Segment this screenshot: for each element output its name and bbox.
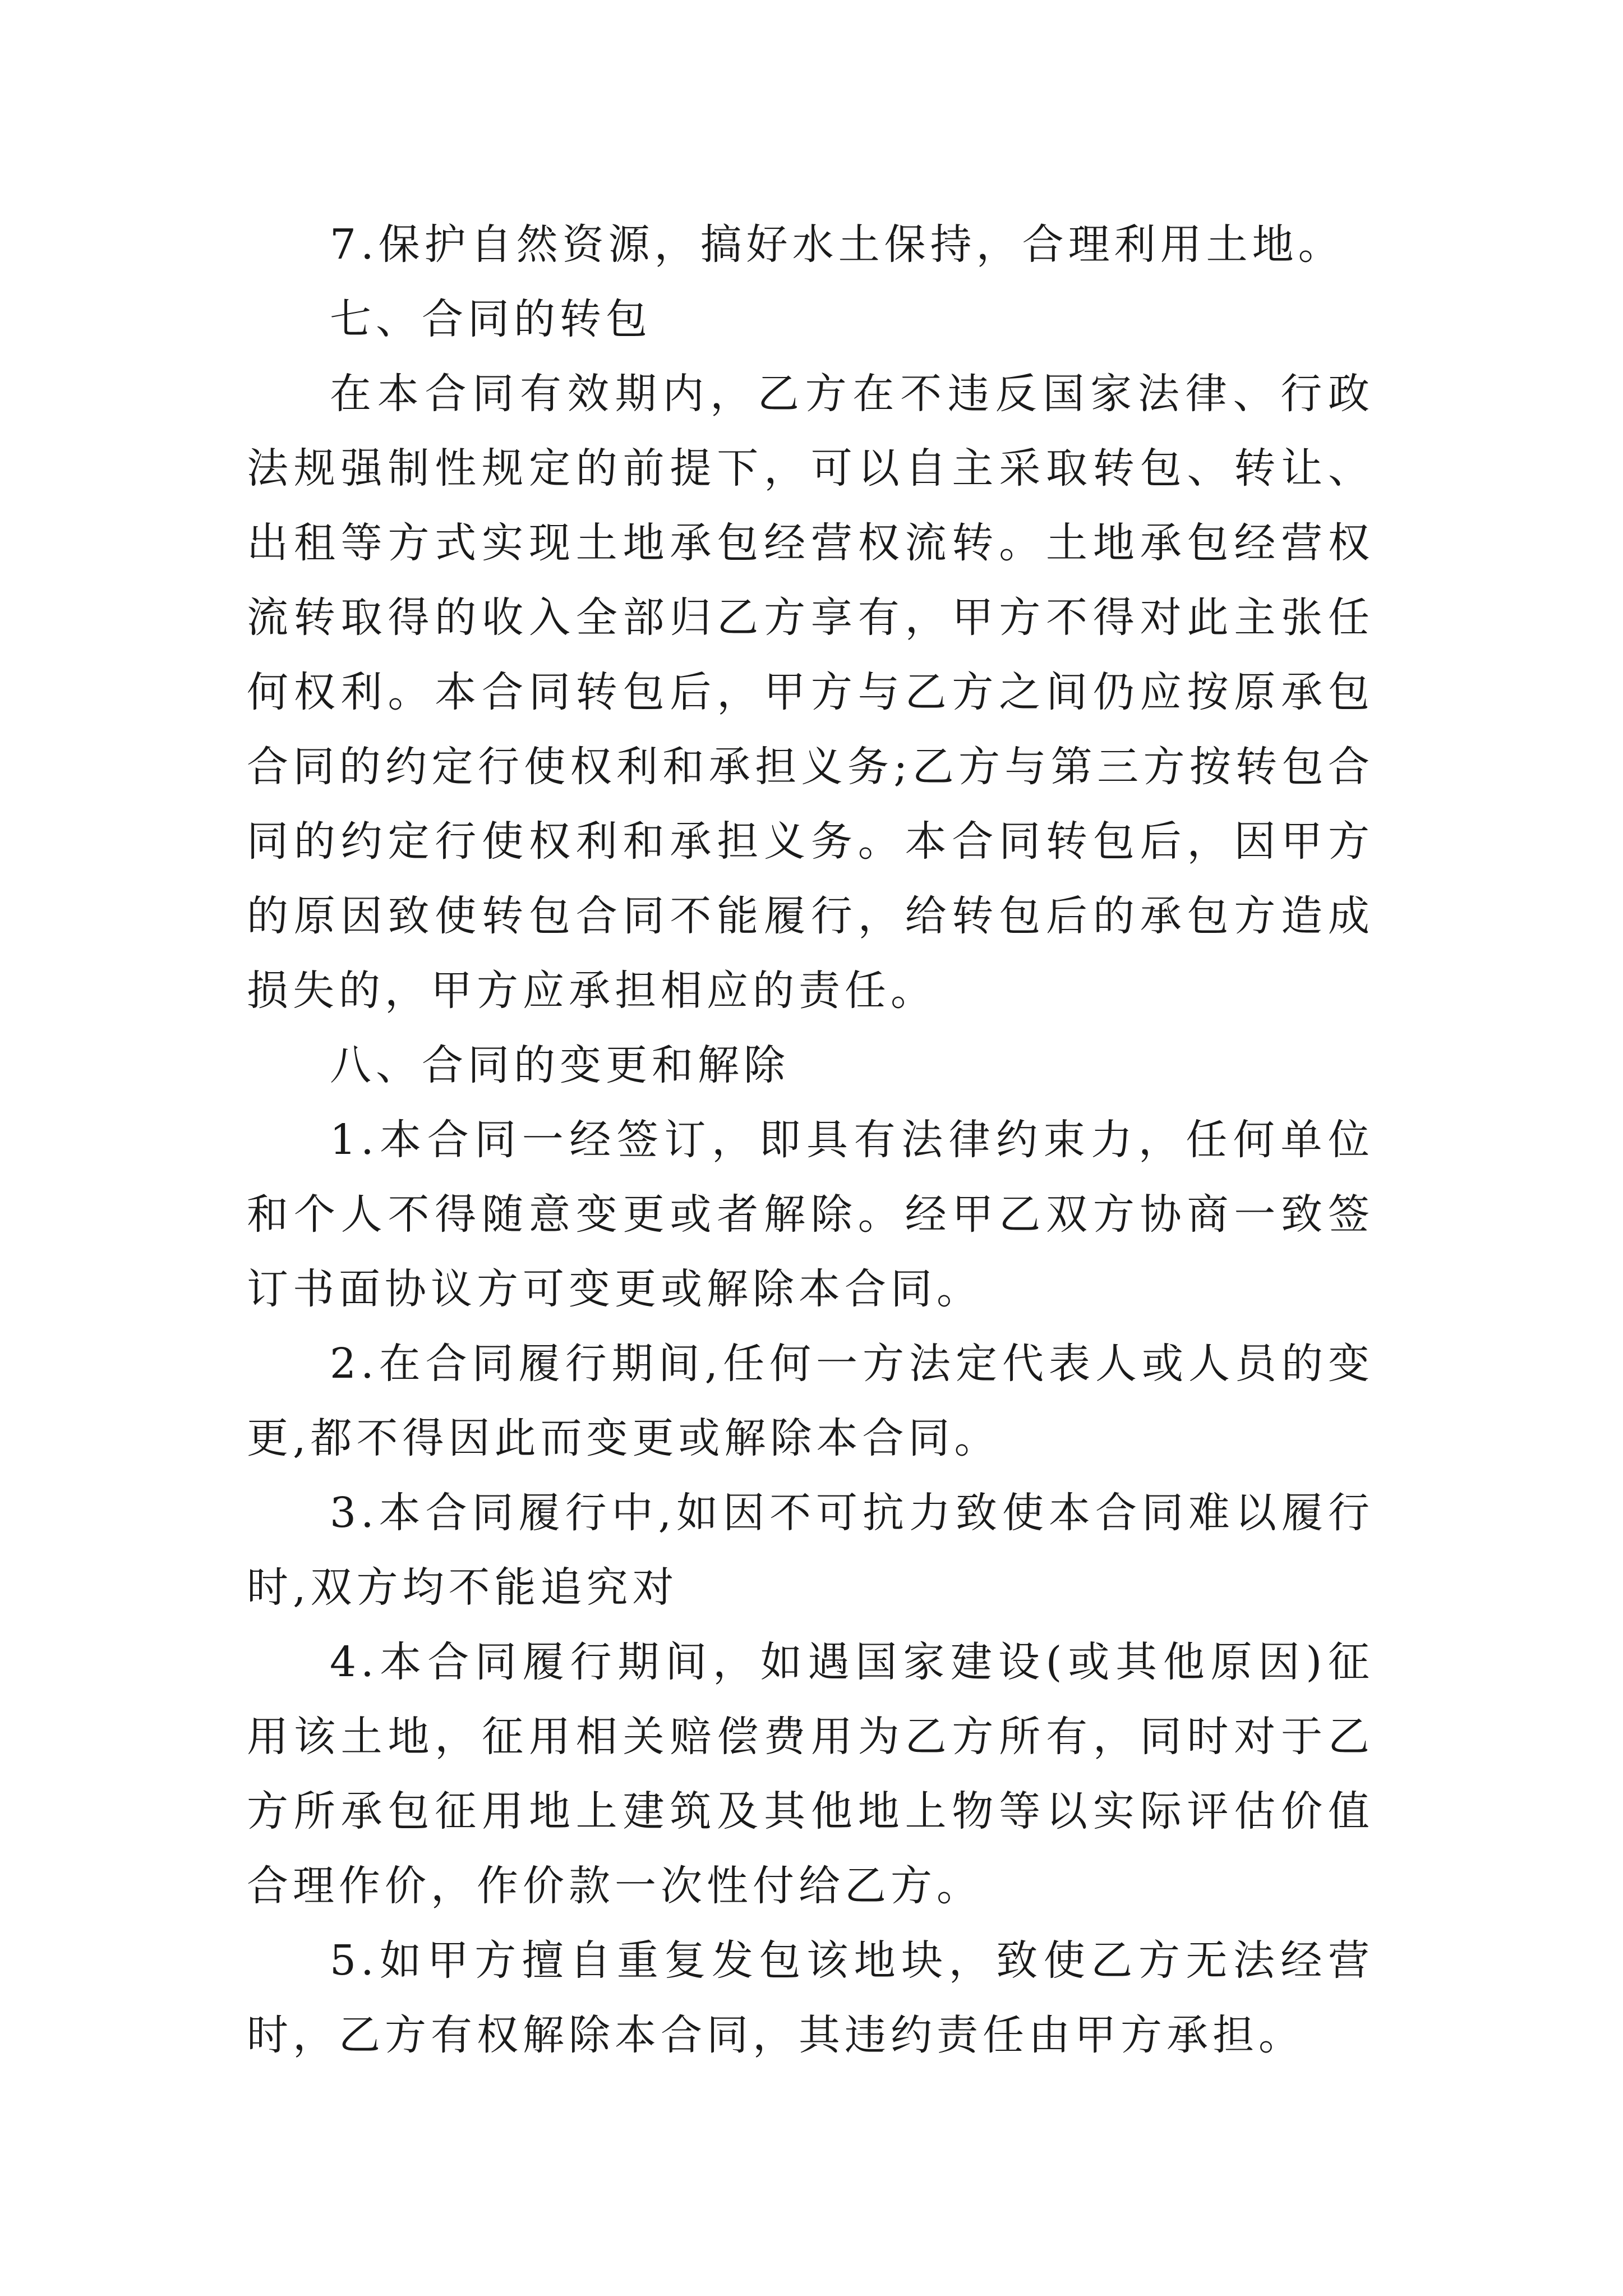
clause-3-force-majeure: 3.本合同履行中,如因不可抗力致使本合同难以履行时,双方均不能追究对 bbox=[247, 1489, 1374, 1612]
clause-7-protect-resources: 7.保护自然资源，搞好水土保持，合理利用土地。 bbox=[330, 220, 1344, 269]
section-heading-subcontract: 七、合同的转包 bbox=[330, 295, 652, 343]
section-heading-change-termination: 八、合同的变更和解除 bbox=[330, 1041, 790, 1089]
document-body bbox=[247, 208, 1374, 2073]
clause-2-representative-change: 2.在合同履行期间,任何一方法定代表人或人员的变更,都不得因此而变更或解除本合同。 bbox=[247, 1340, 1374, 1462]
subcontract-paragraph: 在本合同有效期内，乙方在不违反国家法律、行政法规强制性规定的前提下，可以自主采取转包、转让、出租等方式实现土地承包经营权流转。土地承包经营权流转取得的收入全部归乙方享有，甲方不得对此主张任何权利。本合同转包后，甲方与乙方之间仍应按原承包合同的约定行使权利和承担义务;乙方与第三方按转包合同的约定行使权利和承担义务。本合同转包后，因甲方的原因致使转包合同不能履行，给转包后的承包方造成损失的，甲方应承担相应的责任。 bbox=[247, 370, 1374, 1015]
clause-5-duplicate-contract: 5.如甲方擅自重复发包该地块，致使乙方无法经营时，乙方有权解除本合同，其违约责任由甲方承担。 bbox=[247, 1936, 1374, 2059]
clause-1-binding: 1.本合同一经签订，即具有法律约束力，任何单位和个人不得随意变更或者解除。经甲乙双方协商一致签订书面协议方可变更或解除本合同。 bbox=[247, 1116, 1374, 1313]
clause-4-land-expropriation: 4.本合同履行期间，如遇国家建设(或其他原因)征用该土地，征用相关赔偿费用为乙方所有，同时对于乙方所承包征用地上建筑及其他地上物等以实际评估价值合理作价，作价款一次性付给乙方。 bbox=[247, 1638, 1374, 1910]
